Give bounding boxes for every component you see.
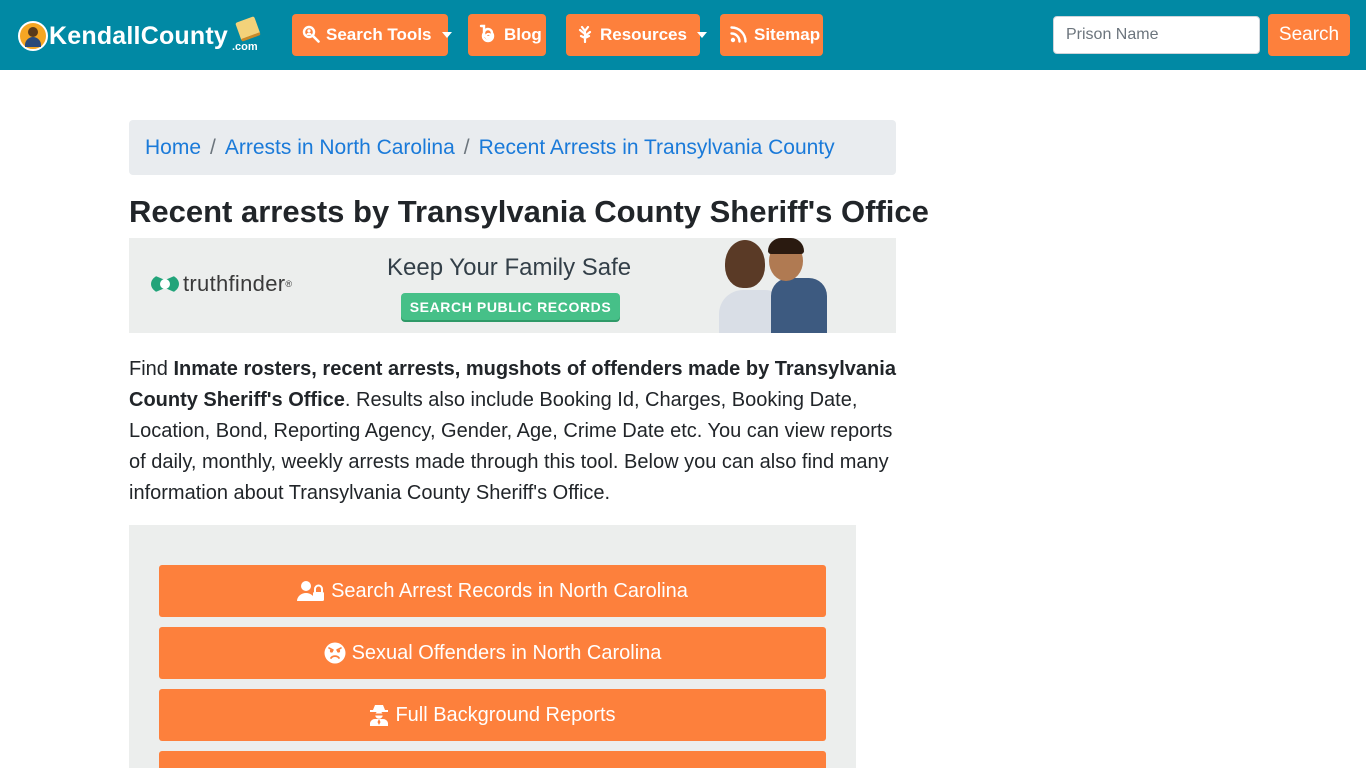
chevron-down-icon bbox=[442, 32, 452, 38]
sheriff-avatar-icon bbox=[18, 21, 48, 51]
full-background-reports-label: Full Background Reports bbox=[395, 703, 616, 726]
search-arrest-records-button[interactable] bbox=[159, 565, 826, 617]
child-hair bbox=[768, 238, 804, 254]
nav-resources-label: Resources bbox=[600, 25, 687, 44]
truthfinder-ad-banner[interactable] bbox=[129, 238, 896, 333]
nav-search-tools-label: Search Tools bbox=[326, 25, 432, 44]
page-title: Recent arrests by Transylvania County Sheriff's Office bbox=[129, 194, 929, 229]
intro-paragraph bbox=[129, 354, 896, 509]
breadcrumb-separator: / bbox=[463, 135, 470, 159]
nav-search-tools-button[interactable] bbox=[292, 14, 448, 56]
registered-mark: ® bbox=[285, 279, 292, 289]
site-logo[interactable] bbox=[18, 18, 258, 54]
rss-icon bbox=[730, 25, 748, 46]
search-person-icon bbox=[302, 25, 320, 46]
nav-sitemap-label: Sitemap bbox=[754, 25, 821, 44]
child-figure bbox=[771, 278, 827, 333]
nav-blog-label: Blog bbox=[504, 25, 542, 44]
breadcrumb-current-link[interactable]: Recent Arrests in Transylvania County bbox=[478, 135, 835, 159]
breadcrumb bbox=[129, 120, 896, 175]
user-secret-icon bbox=[369, 704, 389, 726]
truthfinder-mark-icon bbox=[151, 272, 179, 296]
more-records-button[interactable] bbox=[159, 751, 826, 768]
banner-headline: Keep Your Family Safe bbox=[387, 254, 632, 281]
truthfinder-logo bbox=[151, 271, 292, 297]
search-arrest-records-label: Search Arrest Records in North Carolina bbox=[331, 579, 688, 602]
sexual-offenders-button[interactable] bbox=[159, 627, 826, 679]
notepad-icon bbox=[235, 16, 261, 42]
family-photo bbox=[719, 238, 839, 333]
angry-face-icon bbox=[324, 642, 346, 664]
nav-sitemap-button[interactable] bbox=[720, 14, 823, 56]
prison-name-search-input[interactable] bbox=[1053, 16, 1260, 54]
breadcrumb-separator: / bbox=[210, 135, 216, 159]
breadcrumb-arrests-nc-link[interactable]: Arrests in North Carolina bbox=[224, 135, 455, 159]
breadcrumb-home-link[interactable]: Home bbox=[145, 135, 202, 159]
nav-blog-button[interactable] bbox=[468, 14, 546, 56]
search-public-records-button[interactable]: SEARCH PUBLIC RECORDS bbox=[401, 293, 620, 320]
user-lock-icon bbox=[297, 580, 325, 602]
intro-prefix: Find bbox=[129, 358, 174, 380]
truthfinder-brand-text: truthfinder bbox=[183, 271, 286, 296]
intro-suffix: . Results also include Booking Id, Charges, Booking Date, Location, Bond, Reporting Agency, Gender, Age, Crime Date etc. You can view reports of daily, monthly, weekly arrests made through this tool. Below you can also find many information about Transylvania County Sheriff's Office. bbox=[129, 389, 893, 504]
search-button[interactable]: Search bbox=[1268, 14, 1350, 56]
top-navbar bbox=[0, 0, 1366, 70]
intro-bold: Inmate rosters, recent arrests, mugshots of offenders made by Transylvania County Sheriff's Office bbox=[129, 358, 896, 411]
logo-text: KendallCounty bbox=[49, 21, 228, 50]
blogger-icon bbox=[478, 24, 498, 47]
full-background-reports-button[interactable] bbox=[159, 689, 826, 741]
search-links-panel bbox=[129, 525, 856, 768]
nav-resources-button[interactable] bbox=[566, 14, 700, 56]
chevron-down-icon bbox=[697, 32, 707, 38]
leaf-icon bbox=[576, 25, 594, 46]
sexual-offenders-label: Sexual Offenders in North Carolina bbox=[351, 641, 662, 664]
logo-suffix: .com bbox=[232, 41, 258, 53]
